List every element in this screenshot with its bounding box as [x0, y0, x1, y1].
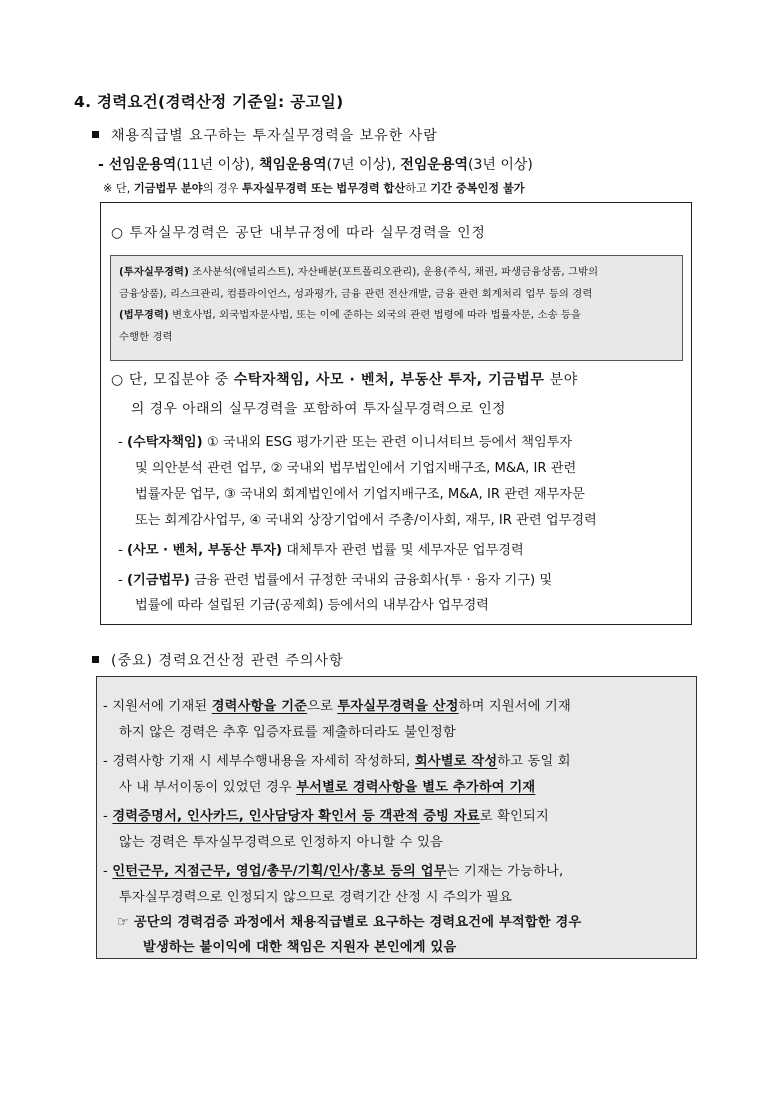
pe-vc-text: 대체투자 관련 법률 및 세무자문 업무경력 — [282, 543, 524, 558]
caution-gray-box — [96, 676, 697, 959]
fiduciary-line4: 또는 회계감사업무, ④ 국내외 상장기업에서 주총/이사회, 재무, IR 관련 업무경력 — [135, 513, 597, 528]
dash: - — [118, 435, 127, 450]
def-investment-text: 조사분석(애널리스트), 자산배분(포트폴리오관리), 운용(주식, 채권, 파생금융상품, 그밖의 — [188, 266, 599, 278]
caution-4-text: 는 기재는 가능하나, — [446, 864, 564, 879]
fiduciary-line1 — [118, 431, 572, 450]
dash: - — [118, 543, 127, 558]
fund-legal-line2: 법률에 따라 설립된 기금(공제회) 등에서의 내부감사 업무경력 — [135, 598, 489, 613]
exception-suffix: 분야 — [544, 372, 578, 388]
caution-2-text3: 사 내 부서이동이 있었던 경우 — [119, 780, 297, 795]
caution-2-emph1: 회사별로 작성 — [414, 754, 498, 769]
note-text: 의 경우 — [202, 182, 243, 195]
fiduciary-text: ① 국내외 ESG 평가기관 또는 관련 이니셔티브 등에서 책임투자 — [202, 435, 573, 450]
caution-heading-text: (중요) 경력요건산정 관련 주의사항 — [111, 653, 344, 669]
def-investment-line1 — [119, 262, 674, 284]
requirement-years — [98, 154, 533, 174]
pe-vc-label: (사모 · 벤처, 부동산 투자) — [126, 543, 283, 558]
def-legal-line2: 수행한 경력 — [119, 330, 173, 343]
note-sum: 투자실무경력 또는 법무경력 합산 — [242, 182, 406, 195]
section-heading: 4. 경력요건(경력산정 기준일: 공고일) — [74, 93, 344, 111]
caution-5-line1: ☞ 공단의 경력검증 과정에서 채용직급별로 요구하는 경력요건에 부적합한 경우 — [117, 915, 582, 930]
note-no-overlap: 기간 중복인정 불가 — [430, 182, 525, 195]
def-investment-label: (투자실무경력) — [119, 266, 189, 278]
exception-fields: 수탁자책임, 사모 · 벤처, 부동산 투자, 기금법무 — [233, 372, 545, 388]
fund-legal-line1 — [118, 569, 552, 588]
grade-responsible-years: (7년 이상), — [326, 157, 401, 173]
caution-5-line2: 발생하는 불이익에 대한 책임은 지원자 본인에게 있음 — [143, 940, 457, 955]
dash: - — [98, 157, 109, 173]
note-mark: ※ 단, — [103, 182, 134, 195]
caution-1-emph2: 투자실무경력을 산정 — [337, 699, 459, 714]
caution-2-text2: 하고 동일 회 — [497, 754, 571, 769]
dash: - — [118, 573, 127, 588]
caution-3-text: 로 확인되지 — [479, 809, 549, 824]
caution-3-emph: 경력증명서, 인사카드, 인사담당자 확인서 등 객관적 증빙 자료 — [112, 809, 480, 824]
caution-4-dash: - — [103, 864, 113, 879]
fund-legal-label: (기금법무) — [126, 573, 190, 588]
square-bullet-icon — [92, 131, 99, 138]
caution-3-dash: - — [103, 809, 113, 824]
grade-senior-years: (11년 이상), — [176, 157, 259, 173]
def-legal-text: 변호사법, 외국법자문사법, 또는 이에 준하는 외국의 관련 법령에 따라 법률자문, 소송 등을 — [168, 309, 582, 321]
pe-vc-line — [118, 539, 524, 558]
caution-4-line1 — [103, 860, 563, 879]
caution-heading — [92, 650, 344, 670]
grade-senior: 선임운용역 — [108, 157, 177, 173]
note-field: 기금법무 분야 — [133, 182, 203, 195]
def-legal-line1 — [119, 305, 674, 327]
box1-intro: ○ 투자실무경력은 공단 내부규정에 따라 실무경력을 인정 — [111, 225, 486, 241]
fiduciary-line2: 및 의안분석 관련 업무, ② 국내외 법무법인에서 기업지배구조, M&A, IR 관련 — [135, 461, 577, 476]
note-line — [103, 180, 525, 196]
caution-2-text: - 경력사항 기재 시 세부수행내용을 자세히 작성하되, — [103, 754, 415, 769]
bullet-career-requirement — [92, 125, 438, 145]
exception-line2: 의 경우 아래의 실무경력을 포함하여 투자실무경력으로 인정 — [131, 401, 507, 417]
def-legal-label: (법무경력) — [119, 309, 169, 321]
caution-3-line2: 않는 경력은 투자실무경력으로 인정하지 아니할 수 있음 — [119, 835, 443, 850]
caution-1-line2: 하지 않은 경력은 추후 입증자료를 제출하더라도 불인정함 — [119, 725, 456, 740]
grade-responsible: 책임운용역 — [258, 157, 327, 173]
caution-1-line1 — [103, 695, 571, 714]
caution-1-emph1: 경력사항을 기준 — [211, 699, 308, 714]
exception-line1 — [111, 369, 578, 389]
square-bullet-icon — [92, 656, 99, 663]
caution-2-line2 — [119, 776, 535, 795]
caution-3-line1 — [103, 805, 549, 824]
caution-1-text2: 으로 — [307, 699, 338, 714]
fiduciary-line3: 법률자문 업무, ③ 국내외 회계법인에서 기업지배구조, M&A, IR 관련 재무자문 — [135, 487, 585, 502]
caution-2-emph2: 부서별로 경력사항을 별도 추가하여 기재 — [296, 780, 536, 795]
fiduciary-label: (수탁자책임) — [126, 435, 203, 450]
caution-2-line1 — [103, 750, 571, 769]
grade-junior-years: (3년 이상) — [468, 157, 533, 173]
career-recognition-box — [100, 202, 692, 625]
caution-4-emph: 인턴근무, 지점근무, 영업/총무/기획/인사/홍보 등의 업무 — [112, 864, 447, 879]
caution-1-text: - 지원서에 기재된 — [103, 699, 212, 714]
caution-4-line2: 투자실무경력으로 인정되지 않으므로 경력기간 산정 시 주의가 필요 — [119, 890, 513, 905]
fund-legal-text: 금융 관련 법률에서 규정한 국내외 금융회사(투 · 융자 기구) 및 — [189, 573, 553, 588]
def-investment-line2: 금융상품), 리스크관리, 컴플라이언스, 성과평가, 금융 관련 전산개발, 금융 관련 회계처리 업무 등의 경력 — [119, 287, 593, 300]
grade-junior: 전임운용역 — [400, 157, 468, 173]
caution-1-text3: 하며 지원서에 기재 — [458, 699, 571, 714]
definition-gray-box — [110, 255, 683, 361]
bullet-text: 채용직급별 요구하는 투자실무경력을 보유한 사람 — [111, 128, 438, 144]
note-text2: 하고 — [405, 182, 431, 195]
exception-prefix: ○ 단, 모집분야 중 — [111, 372, 234, 388]
